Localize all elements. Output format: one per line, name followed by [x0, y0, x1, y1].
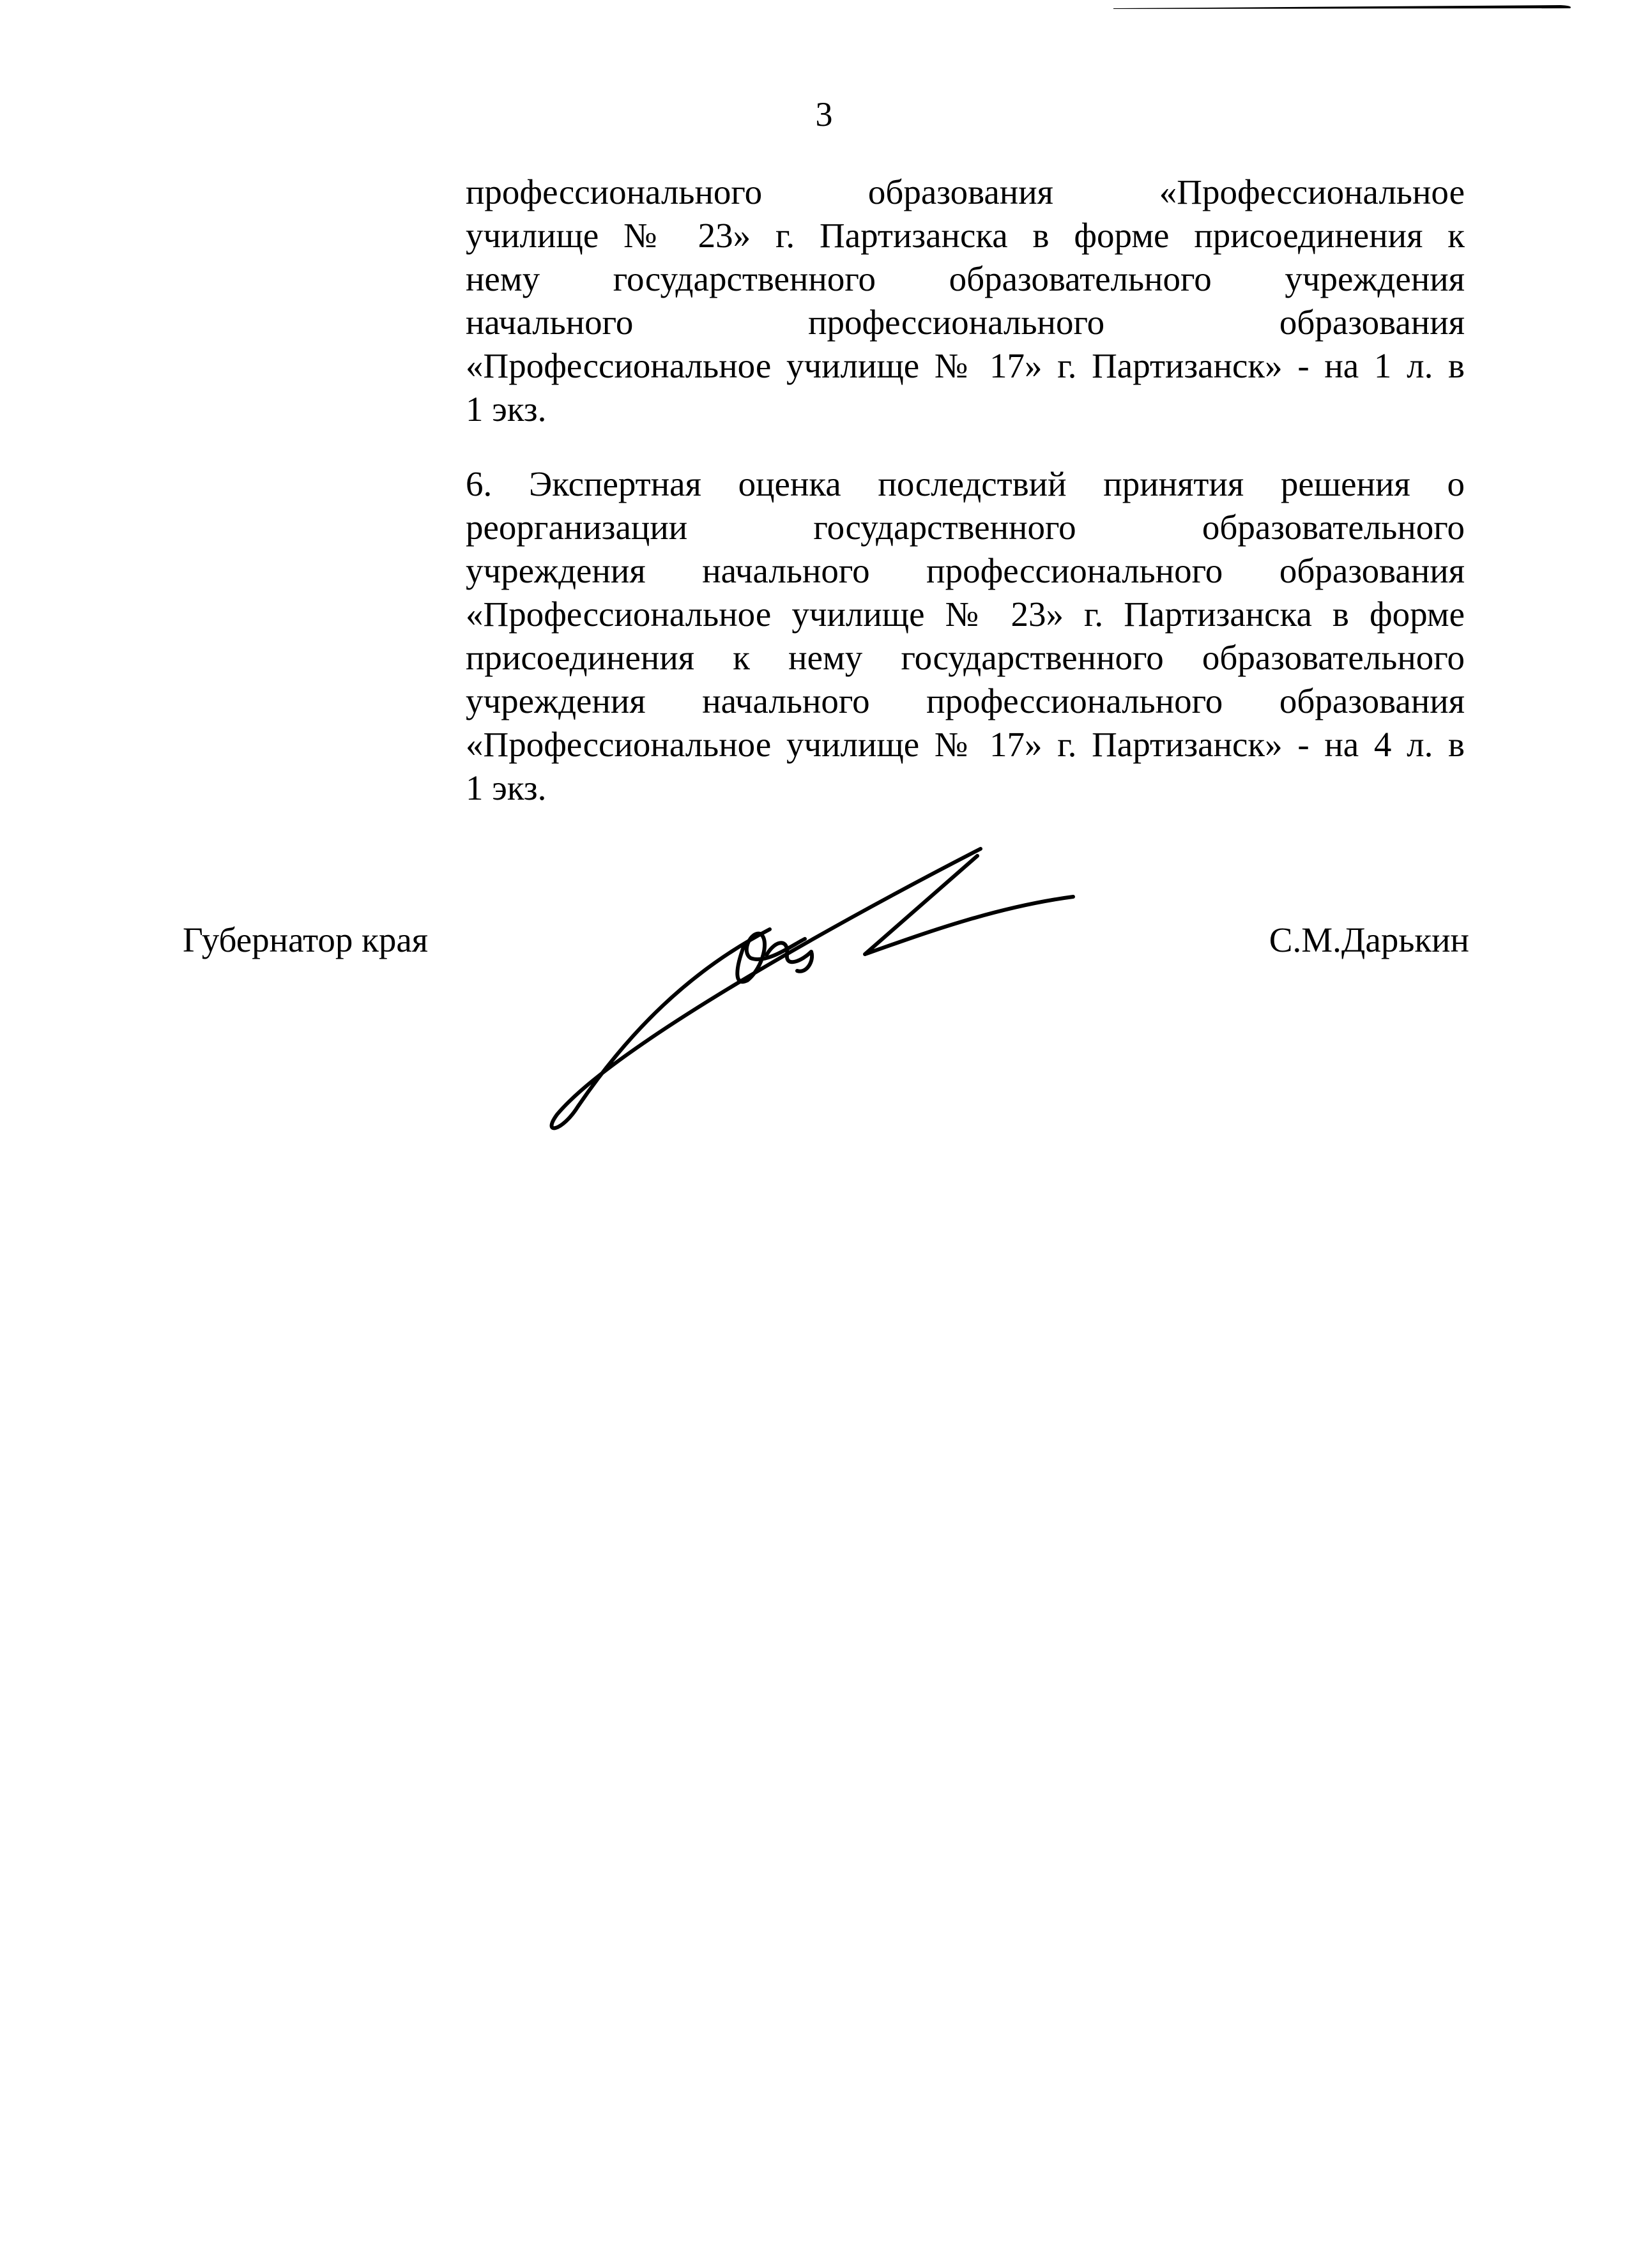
signatory-name: С.М.Дарькин — [1269, 920, 1469, 959]
text-line: учреждения начального профессионального образования — [466, 681, 1465, 720]
text-line: училище № 23» г. Партизанска в форме присоединения к — [466, 216, 1465, 255]
text-line: 6. Экспертная оценка последствий принятия решения о — [466, 464, 1465, 503]
text-line: «Профессиональное училище № 17» г. Партизанск» - на 1 л. в — [466, 346, 1465, 385]
paragraph-attachment-6 — [466, 462, 1465, 810]
top-rule-line — [1113, 4, 1573, 10]
paragraph-attachment-5-continued — [466, 171, 1465, 431]
text-line: 1 экз. — [466, 768, 547, 807]
text-line: профессионального образования «Профессиональное — [466, 172, 1465, 211]
text-line: реорганизации государственного образовательного — [466, 508, 1465, 547]
page-number: 3 — [815, 95, 833, 133]
text-line: учреждения начального профессионального образования — [466, 551, 1465, 590]
text-line: нему государственного образовательного учреждения — [466, 259, 1465, 298]
text-line: присоединения к нему государственного образовательного — [466, 638, 1465, 677]
signatory-title: Губернатор края — [183, 920, 429, 959]
text-line: начального профессионального образования — [466, 303, 1465, 342]
text-line: 1 экз. — [466, 390, 547, 429]
text-line: «Профессиональное училище № 17» г. Партизанск» - на 4 л. в — [466, 725, 1465, 764]
text-line: «Профессиональное училище № 23» г. Партизанска в форме — [466, 595, 1465, 634]
